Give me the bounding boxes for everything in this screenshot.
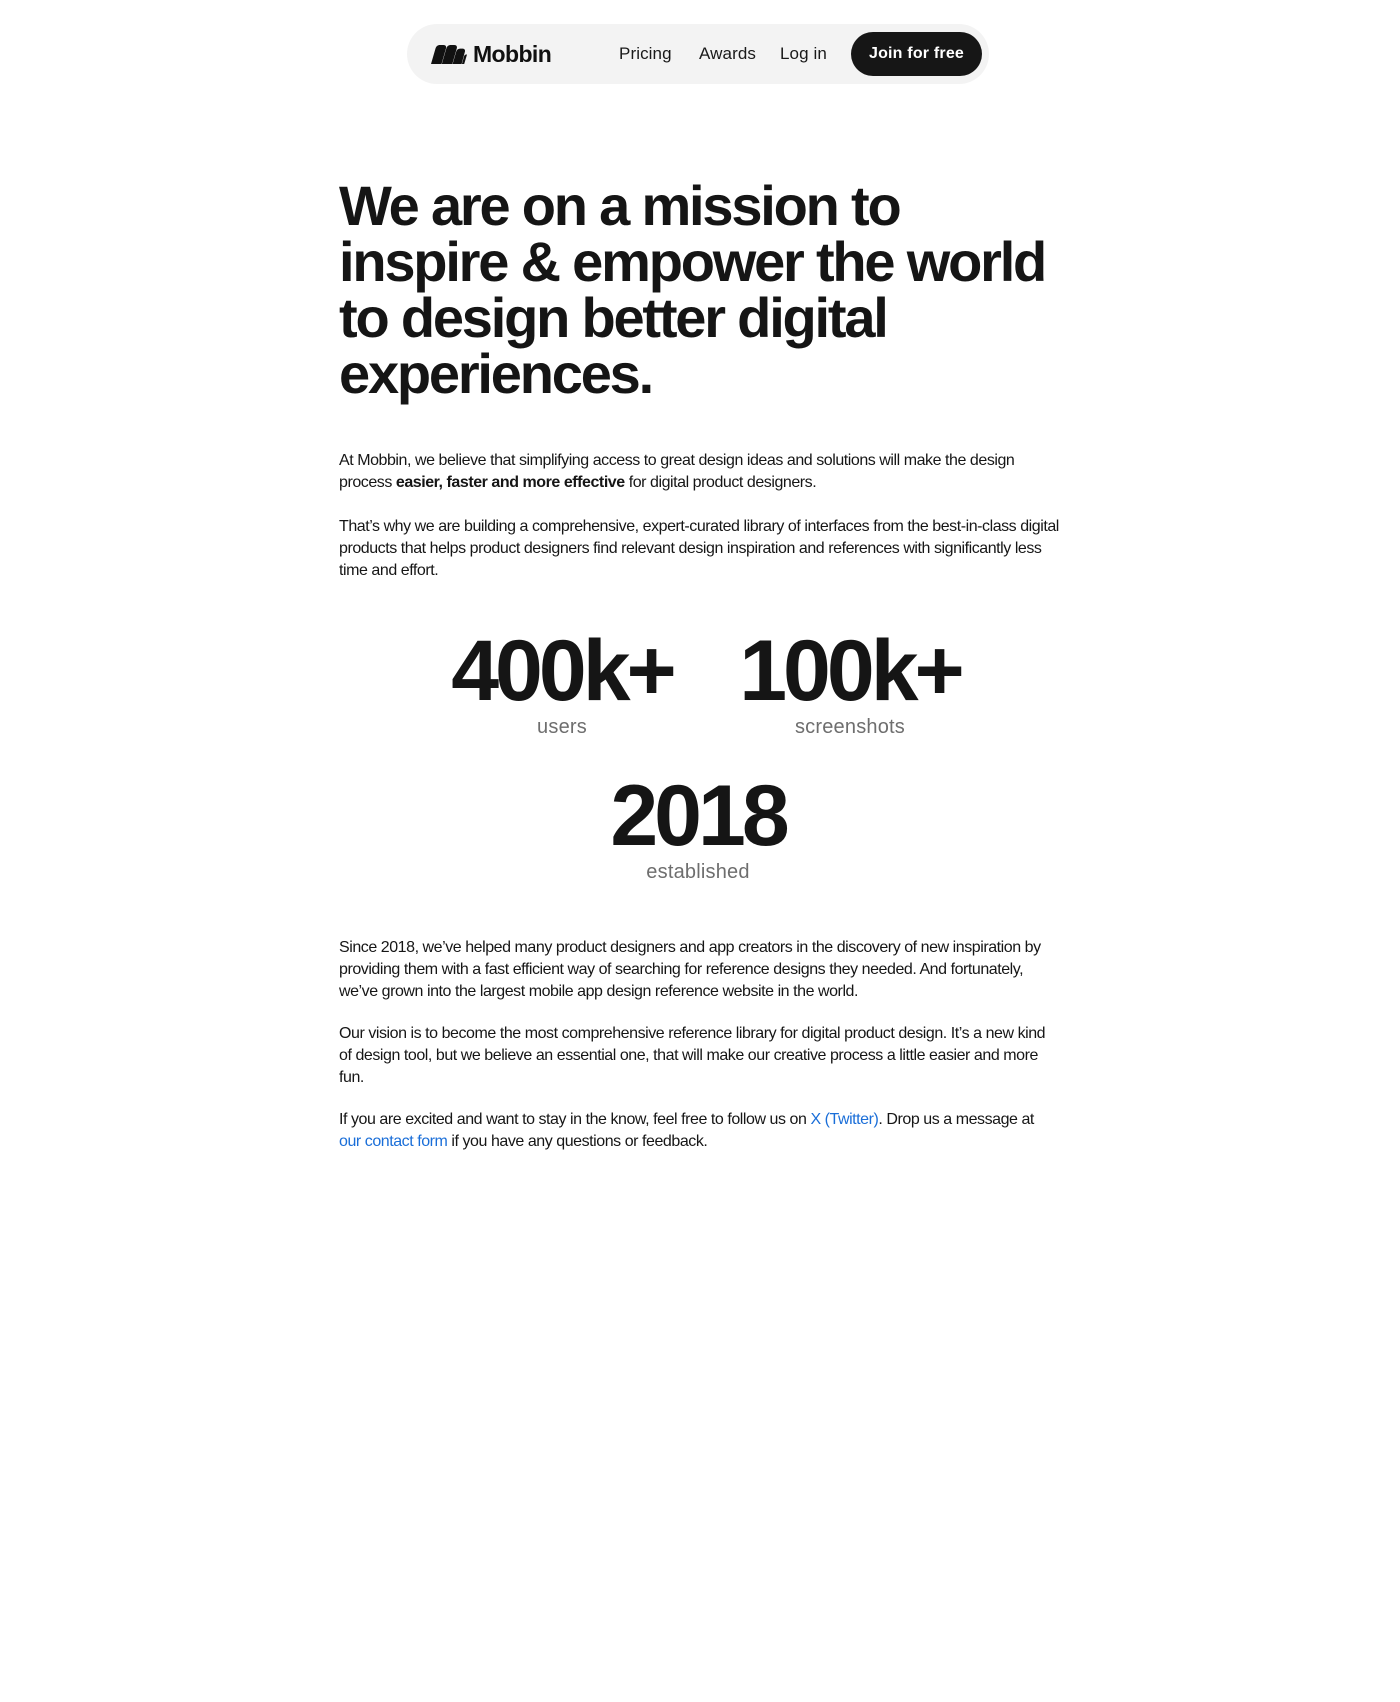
join-for-free-button[interactable]: Join for free <box>851 32 982 76</box>
story-p3-text-middle: . Drop us a message at <box>878 1111 1034 1128</box>
stat-users <box>432 623 692 739</box>
story-paragraph-1: Since 2018, we’ve helped many product designers and app creators in the discovery of new inspiration by providing them with a fast efficient way of searching for reference designs they needed. And fortunately, we’ve grown into the largest mobile app design reference website in the world. <box>339 939 1041 1000</box>
brand-name: Mobbin <box>473 41 552 67</box>
page-headline: We are on a mission to inspire & empower the world to design better digital experiences. <box>339 174 1046 405</box>
intro-p1-text-start: At Mobbin, we believe that simplifying access to great design ideas and solutions will make the design process <box>339 452 1015 491</box>
stat-screenshots <box>720 623 980 739</box>
intro-p1-text-end: for digital product designers. <box>624 474 817 491</box>
contact-form-link[interactable]: our contact form <box>339 1133 448 1150</box>
story-paragraph-2: Our vision is to become the most comprehensive reference library for digital product design. It’s a new kind of design tool, but we believe an essential one, that will make our creative process a little easier and more fun. <box>339 1025 1046 1086</box>
mobbin-logo-link[interactable] <box>431 41 551 67</box>
twitter-link[interactable]: X (Twitter) <box>810 1111 879 1128</box>
intro-paragraph-1 <box>339 450 1059 494</box>
nav-link-awards[interactable]: Awards <box>699 44 756 63</box>
story-paragraph-3 <box>339 1109 1059 1153</box>
stat-screenshots-value: 100k+ <box>739 623 961 719</box>
stat-users-value: 400k+ <box>451 623 673 719</box>
nav-link-pricing[interactable]: Pricing <box>619 44 672 63</box>
story-p3-text-start: If you are excited and want to stay in the know, feel free to follow us on <box>339 1111 811 1128</box>
stat-screenshots-label: screenshots <box>794 716 906 738</box>
story-p3-text-end: if you have any questions or feedback. <box>447 1133 708 1150</box>
top-nav <box>407 24 989 84</box>
stat-established-value: 2018 <box>610 768 786 864</box>
mobbin-logo-icon <box>431 45 467 64</box>
intro-p1-emphasis: easier, faster and more effective <box>395 474 625 491</box>
intro-paragraph-2: That’s why we are building a comprehensive, expert-curated library of interfaces from the best-in-class digital products that helps product designers find relevant design inspiration and references with significantly less time and effort. <box>339 518 1059 579</box>
nav-link-login[interactable]: Log in <box>780 44 827 63</box>
stat-established-label: established <box>646 861 750 883</box>
stat-established <box>568 768 828 884</box>
stat-users-label: users <box>537 716 587 738</box>
